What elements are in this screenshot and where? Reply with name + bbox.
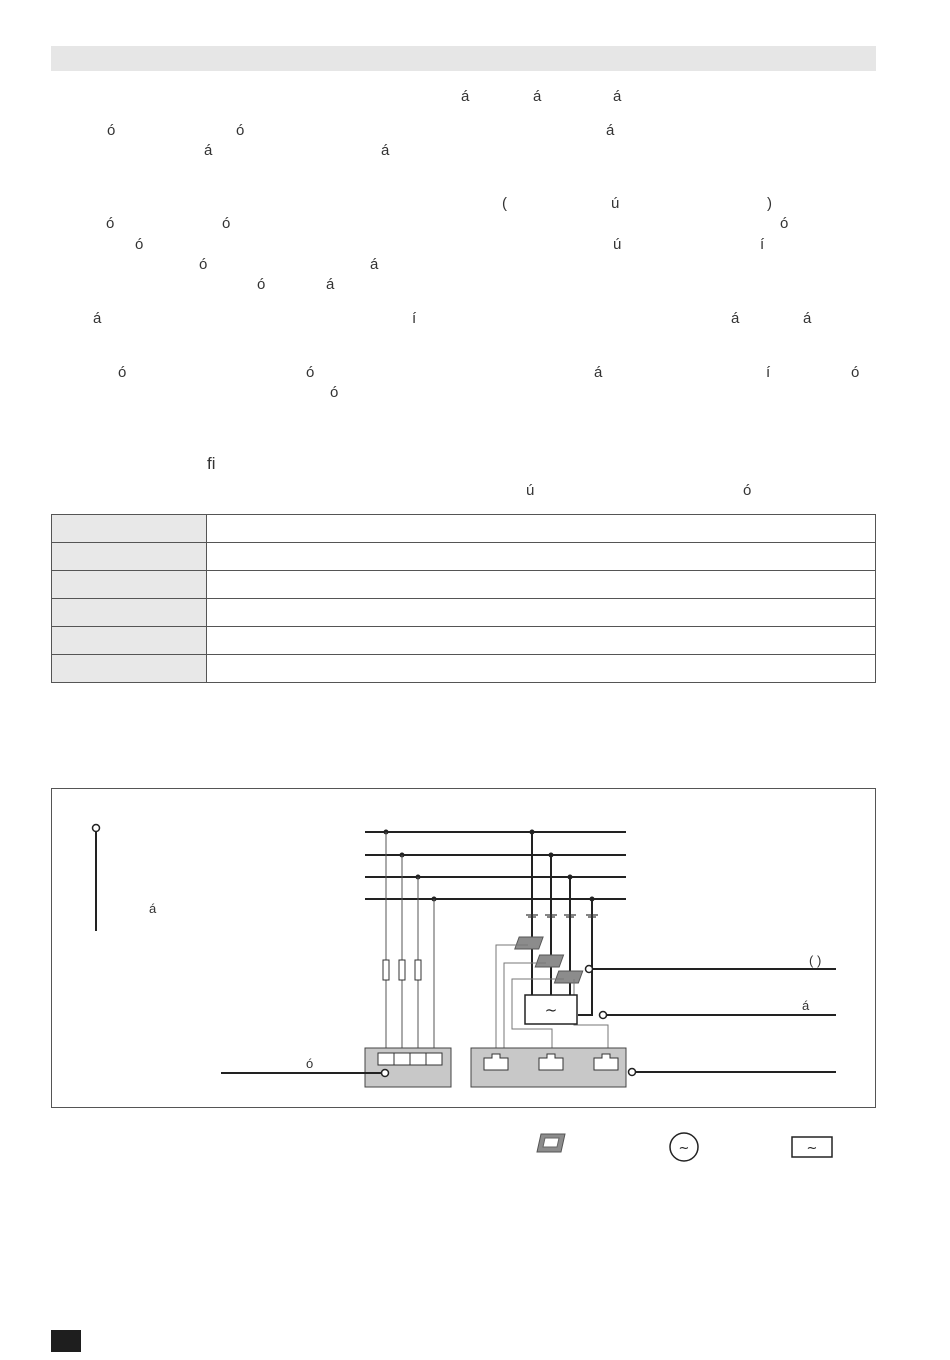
text-fragment: á: [326, 276, 335, 293]
fuse-icon: [383, 960, 421, 980]
current-transformer-legend-icon: [533, 1132, 573, 1158]
text-fragment: ó: [330, 384, 339, 401]
text-fragment: á: [381, 142, 390, 159]
text-fragment: á: [613, 88, 622, 105]
text-fragment: ó: [222, 215, 231, 232]
text-fragment: ó: [106, 215, 115, 232]
text-fragment: ó: [135, 236, 144, 253]
diagram-left-label: á: [149, 901, 157, 916]
text-fragment: ó: [118, 364, 127, 381]
wiring-diagram: [51, 788, 876, 1108]
text-fragment: í: [766, 364, 771, 381]
text-fragment: (: [502, 195, 507, 212]
table-row: [52, 599, 876, 627]
table-key-cell: [52, 599, 207, 627]
table-row: [52, 515, 876, 543]
page-number-tab: [51, 1330, 81, 1352]
text-fragment: ó: [743, 482, 752, 499]
text-fragment: ó: [257, 276, 266, 293]
ac-box-icon: [790, 1135, 834, 1161]
text-fragment: á: [606, 122, 615, 139]
voltage-taps: [386, 832, 434, 1053]
table-value-cell: [207, 627, 876, 655]
output-lines: [592, 969, 836, 1072]
text-fragment: ó: [851, 364, 860, 381]
text-fragment: ú: [526, 482, 535, 499]
table-row: [52, 571, 876, 599]
text-fragment: á: [731, 310, 740, 327]
table-row: [52, 655, 876, 683]
text-fragment: í: [412, 310, 417, 327]
text-fragment: á: [461, 88, 470, 105]
source-symbol-icon: ~: [544, 1001, 558, 1019]
circle-symbol: ~: [678, 1141, 690, 1156]
bus-bars: [365, 832, 626, 899]
text-fragment: á: [594, 364, 603, 381]
text-fragment: ó: [306, 364, 315, 381]
text-fragment: á: [204, 142, 213, 159]
output-label-mid: á: [802, 998, 810, 1013]
current-transformer-icon: [515, 937, 583, 983]
table-row: [52, 627, 876, 655]
text-fragment: ó: [199, 256, 208, 273]
table-value-cell: [207, 543, 876, 571]
text-fragment: á: [93, 310, 102, 327]
text-fragment: ó: [780, 215, 789, 232]
table-value-cell: [207, 571, 876, 599]
table-value-cell: [207, 599, 876, 627]
feed-terminal-icon: [382, 1070, 389, 1077]
breaker-icon: [526, 915, 598, 917]
wiring-diagram-svg: [52, 789, 877, 1109]
text-fragment: á: [803, 310, 812, 327]
output-label-top: ( ): [809, 953, 822, 968]
spec-table: [51, 514, 876, 683]
box-symbol: ~: [806, 1141, 818, 1156]
feed-label: ó: [306, 1056, 314, 1071]
text-fragment: í: [760, 236, 765, 253]
text-fragment: á: [533, 88, 542, 105]
text-fragment: ﬁ: [207, 454, 216, 473]
indicator-terminal-icon: [93, 825, 100, 832]
text-fragment: ú: [611, 195, 620, 212]
table-key-cell: [52, 571, 207, 599]
text-fragment: ó: [236, 122, 245, 139]
bus-junction-dots: [384, 830, 595, 902]
table-key-cell: [52, 655, 207, 683]
table-row: [52, 543, 876, 571]
table-value-cell: [207, 655, 876, 683]
table-key-cell: [52, 515, 207, 543]
text-fragment: ú: [613, 236, 622, 253]
text-fragment: ): [767, 195, 772, 212]
ac-source-circle-icon: [667, 1130, 701, 1164]
text-fragment: á: [370, 256, 379, 273]
section-header-bar: [51, 46, 876, 71]
table-value-cell: [207, 515, 876, 543]
terminal-slot: [378, 1053, 442, 1065]
table-key-cell: [52, 627, 207, 655]
text-fragment: ó: [107, 122, 116, 139]
current-lines: [532, 832, 592, 1015]
table-key-cell: [52, 543, 207, 571]
